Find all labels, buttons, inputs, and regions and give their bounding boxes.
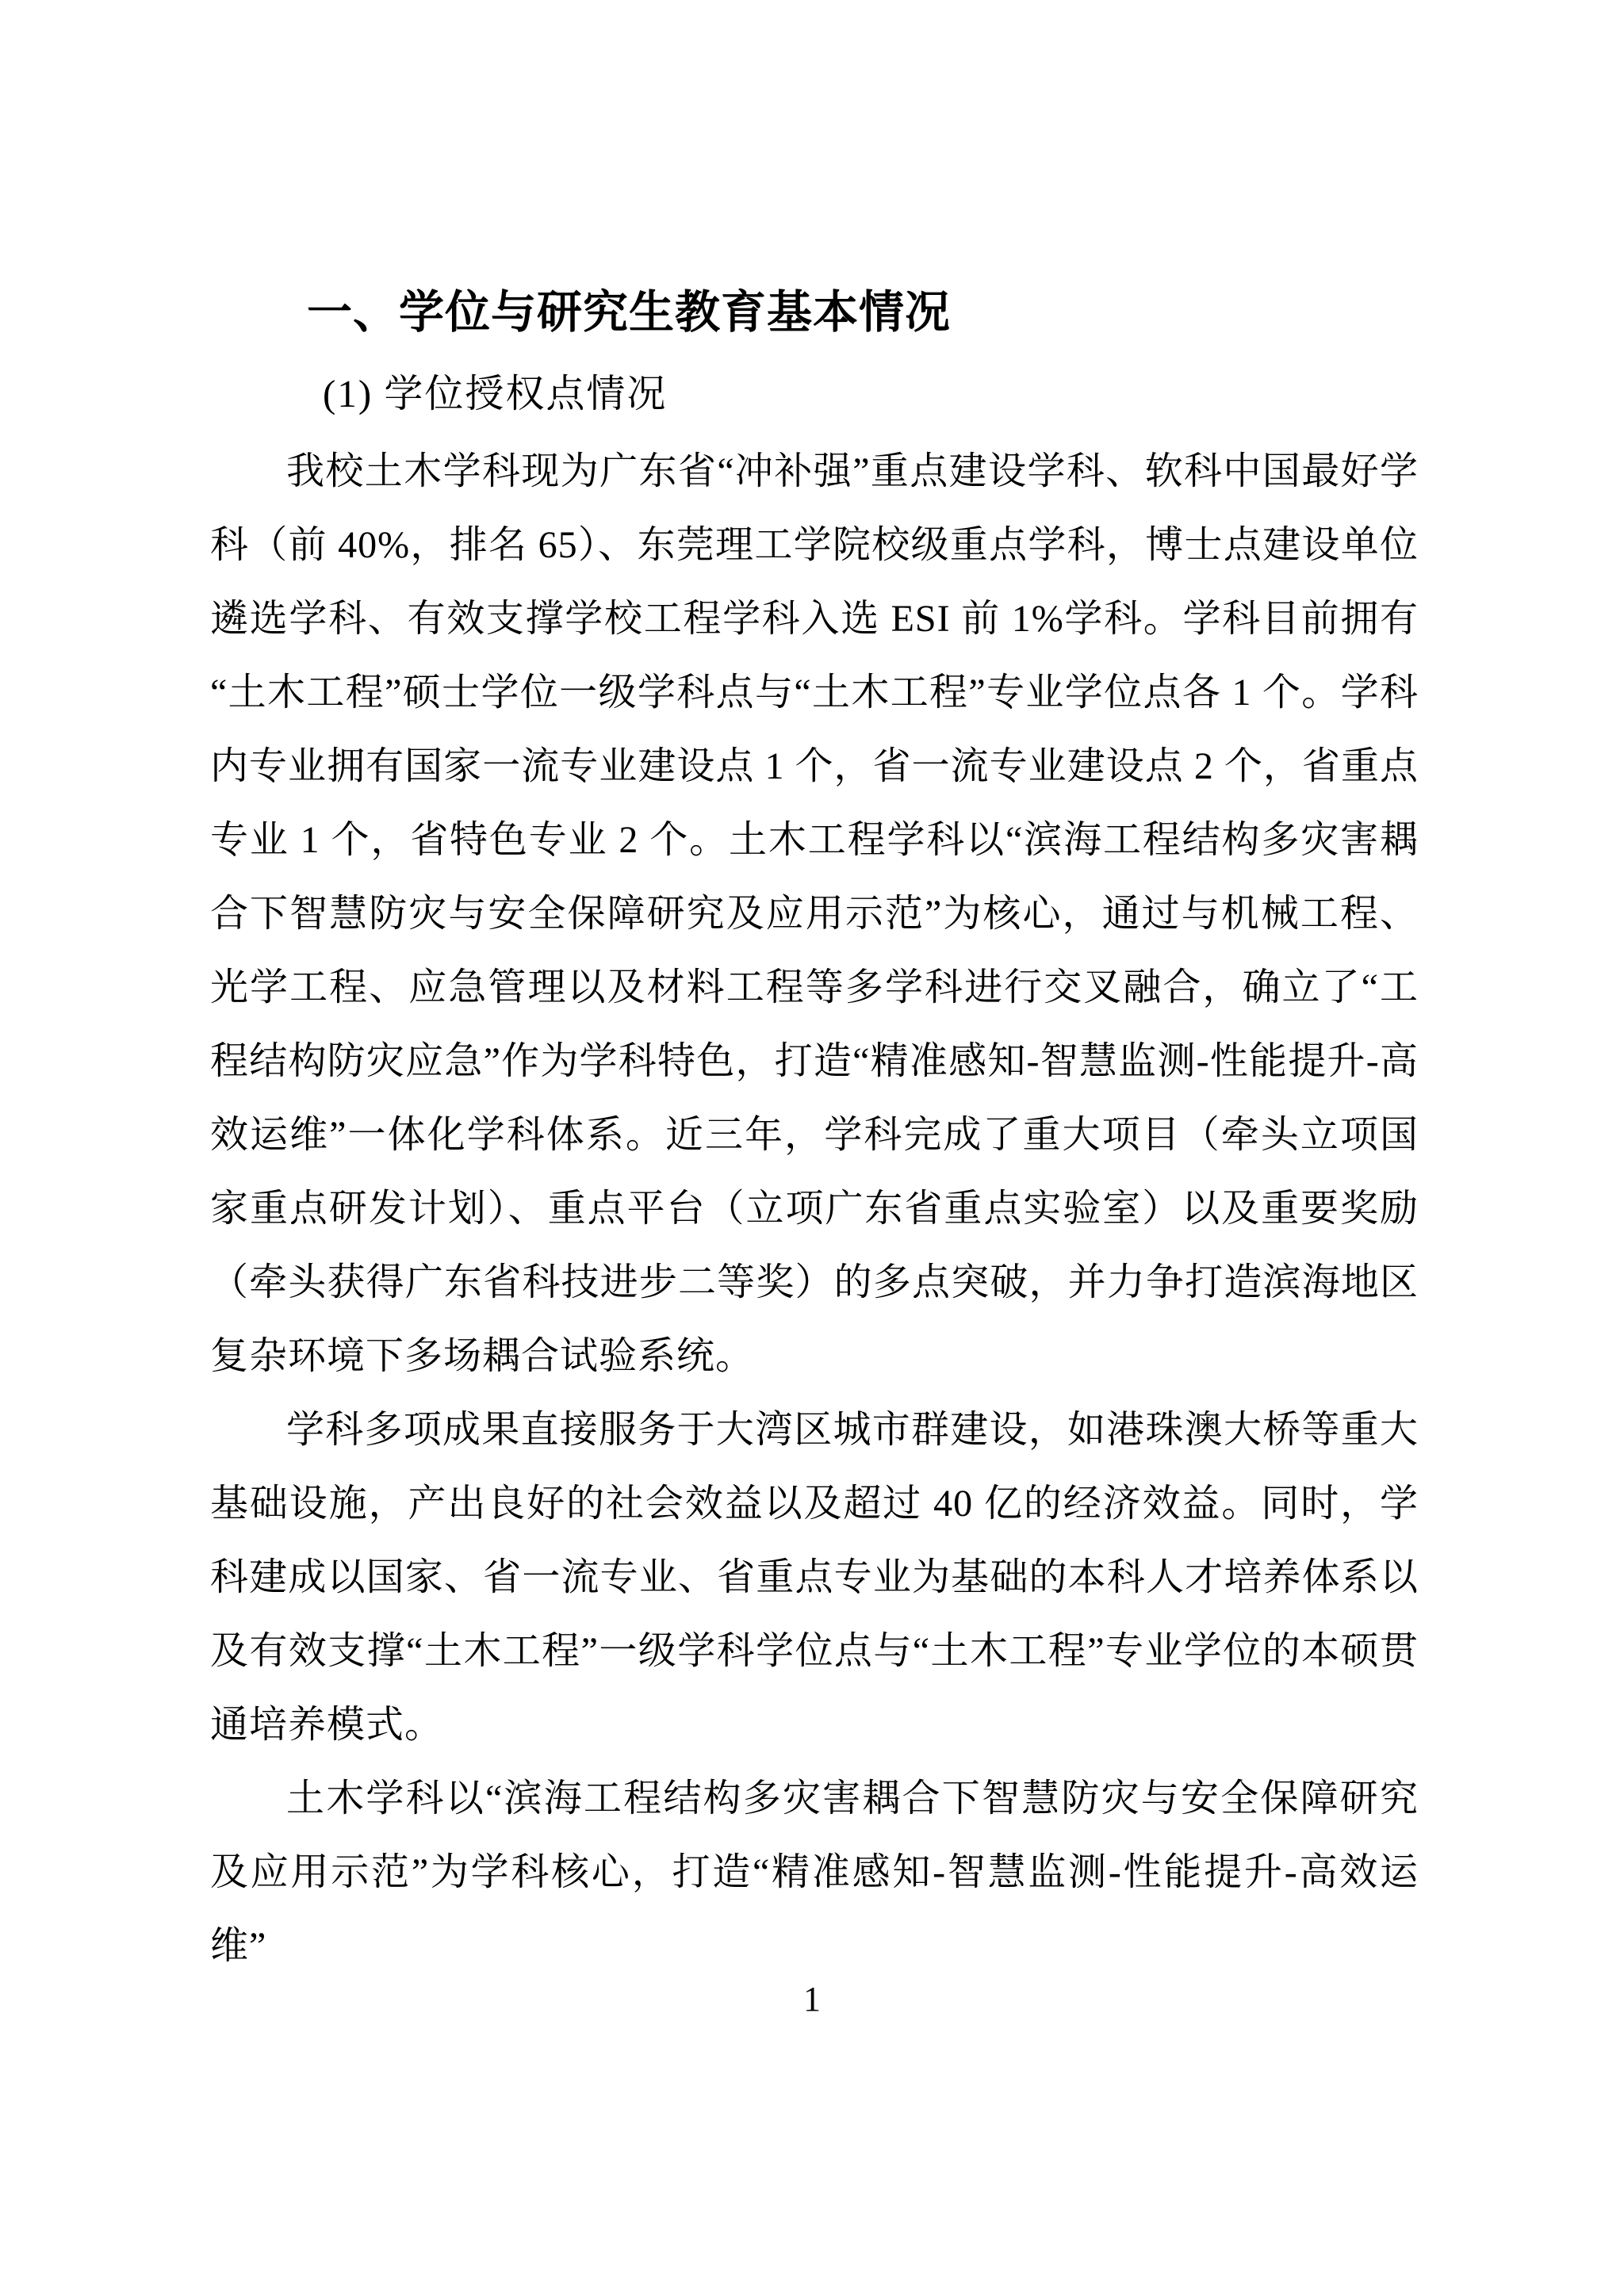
body-paragraph-2: 学科多项成果直接服务于大湾区城市群建设，如港珠澳大桥等重大基础设施，产出良好的社会效益以及超过 40 亿的经济效益。同时，学科建成以国家、省一流专业、省重点专业为基础的本科人才培养体系以及有效支撑“土木工程”一级学科学位点与“土木工程”专业学位的本硕贯通培养模式。 [210, 1409, 1419, 1746]
body-paragraph-1: 我校土木学科现为广东省“冲补强”重点建设学科、软科中国最好学科（前 40%，排名 65）、东莞理工学院校级重点学科，博士点建设单位遴选学科、有效支撑学校工程学科入选 ESI 前 1%学科。学科目前拥有“土木工程”硕士学位一级学科点与“土木工程”专业学位点各 1 个。学科内专业拥有国家一流专业建设点 1 个，省一流专业建设点 2 个，省重点专业 1 个，省特色专业 2 个。土木工程学科以“滨海工程结构多灾害耦合下智慧防灾与安全保障研究及应用示范”为核心，通过与机械工程、光学工程、应急管理以及材料工程等多学科进行交叉融合，确立了“工程结构防灾应急”作为学科特色，打造“精准感知-智慧监测-性能提升-高效运维”一体化学科体系。近三年，学科完成了重大项目（牵头立项国家重点研发计划）、重点平台（立项广东省重点实验室）以及重要奖励（牵头获得广东省科技进步二等奖）的多点突破，并力争打造滨海地区复杂环境下多场耦合试验系统。 [210, 450, 1419, 1377]
body-paragraph-3: 土木学科以“滨海工程结构多灾害耦合下智慧防灾与安全保障研究及应用示范”为学科核心，打造“精准感知-智慧监测-性能提升-高效运维” [210, 1777, 1419, 1967]
body-text [210, 434, 1419, 1983]
section-heading: 一、学位与研究生教育基本情况 [307, 287, 951, 338]
subsection-heading: (1) 学位授权点情况 [323, 372, 668, 415]
document-content [210, 287, 1419, 1983]
page-number: 1 [803, 1980, 821, 2019]
